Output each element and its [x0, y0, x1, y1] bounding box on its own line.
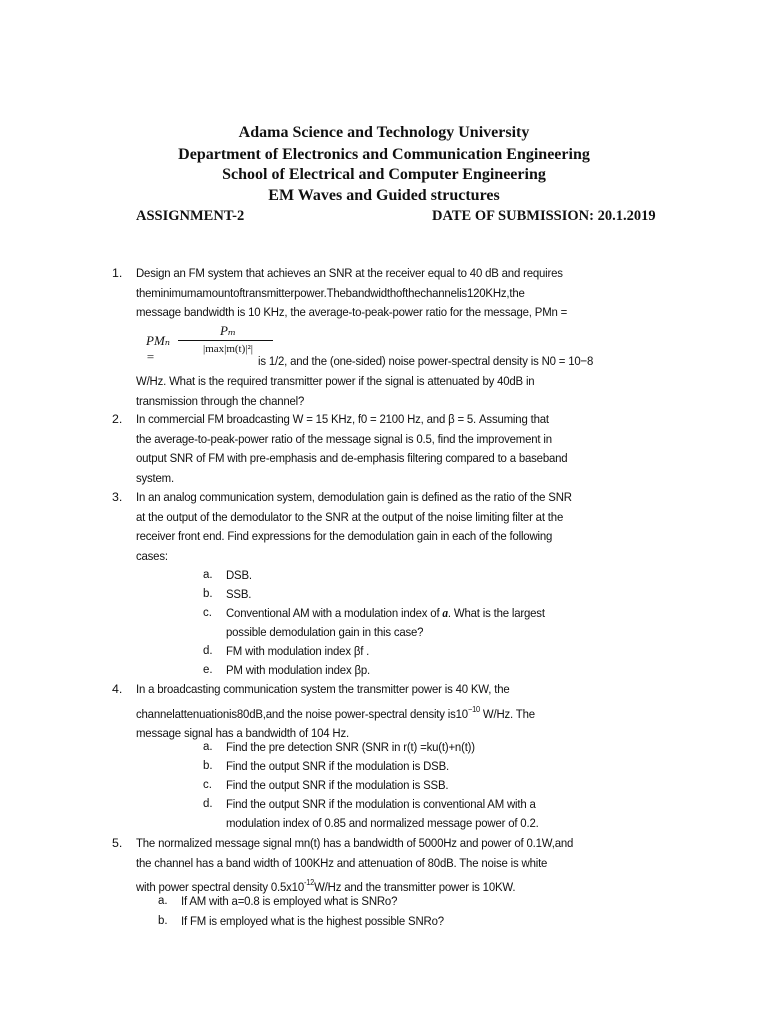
school-title: School of Electrical and Computer Engineering	[222, 166, 546, 183]
q3-item-text: SSB.	[226, 587, 252, 601]
q3-item-text: possible demodulation gain in this case?	[226, 625, 424, 639]
q4-number: 4.	[112, 682, 123, 696]
q5-item-text: If FM is employed what is the highest possible SNRo?	[181, 914, 444, 928]
q4-line	[136, 700, 637, 725]
q1-text-cont	[136, 372, 637, 411]
q3-item-text	[226, 604, 545, 624]
fraction-bar	[178, 340, 273, 341]
q3-item-letter: a.	[203, 569, 213, 581]
q5-text	[136, 834, 637, 898]
q3-item-text-part: . What is the largest	[447, 606, 545, 620]
q1-number: 1.	[112, 266, 123, 280]
q5-item-letter: b.	[158, 915, 168, 927]
q4-item-letter: b.	[203, 760, 213, 772]
formula-numerator: Pₘ	[220, 323, 236, 338]
q5-line: The normalized message signal mn(t) has a bandwidth of 5000Hz and power of 0.1W,and	[136, 836, 574, 850]
q5-number: 5.	[112, 836, 123, 850]
q5-line: the channel has a band width of 100KHz and attenuation of 80dB. The noise is white	[136, 855, 548, 870]
q5-item-text: If AM with a=0.8 is employed what is SNRo?	[181, 894, 398, 908]
q4-item-letter: a.	[203, 741, 213, 753]
modulation-index-symbol: a	[442, 606, 448, 620]
q2-line: system.	[136, 470, 174, 485]
assignment-label: ASSIGNMENT-2	[136, 208, 245, 224]
q4-item-letter: c.	[203, 779, 212, 791]
formula-lhs: PMₙ =	[146, 333, 171, 364]
department-title: Department of Electronics and Communication Engineering	[178, 146, 590, 163]
q1-line: W/Hz. What is the required transmitter power if the signal is attenuated by 40dB in	[136, 374, 535, 388]
q1-line: Design an FM system that achieves an SNR at the receiver equal to 40 dB and requires	[136, 266, 563, 280]
q4-item-text: Find the output SNR if the modulation is DSB.	[226, 759, 449, 773]
q5-line-part: W/Hz and the transmitter power is 10KW.	[314, 880, 516, 894]
q2-line: output SNR of FM with pre-emphasis and de-emphasis filtering compared to a baseband	[136, 451, 568, 465]
q3-item-text-part: Conventional AM with a modulation index of	[226, 606, 440, 620]
q4-item-text: Find the output SNR if the modulation is conventional AM with a	[226, 797, 536, 811]
q3-text	[136, 488, 637, 566]
q4-line-part: channelattenuationis80dB,and the noise power-spectral density is10	[136, 706, 468, 721]
q1-line: is 1/2, and the (one-sided) noise power-spectral density is N0 = 10−8	[258, 354, 594, 368]
q4-item-text: modulation index of 0.85 and normalized message power of 0.2.	[226, 816, 539, 830]
q2-number: 2.	[112, 412, 123, 426]
q3-line: cases:	[136, 548, 168, 563]
q3-line: receiver front end. Find expressions for the demodulation gain in each of the following	[136, 529, 553, 543]
q3-item-text: DSB.	[226, 568, 252, 582]
course-title: EM Waves and Guided structures	[268, 187, 500, 204]
q4-item-letter: d.	[203, 798, 213, 810]
q3-item-letter: e.	[203, 664, 213, 676]
submission-date: DATE OF SUBMISSION: 20.1.2019	[432, 208, 656, 224]
q3-item-letter: b.	[203, 588, 213, 600]
q4-item-text: Find the pre detection SNR (SNR in r(t) =ku(t)+n(t))	[226, 740, 475, 754]
exponent: -12	[304, 878, 315, 887]
q3-item-text: PM with modulation index βp.	[226, 663, 370, 677]
q3-line: at the output of the demodulator to the SNR at the output of the noise limiting filter at the	[136, 509, 564, 524]
q3-number: 3.	[112, 490, 123, 504]
q4-line: In a broadcasting communication system the transmitter power is 40 KW, the	[136, 682, 510, 696]
q2-text	[136, 410, 637, 488]
q3-item-text: FM with modulation index βf .	[226, 644, 370, 658]
q5-item-letter: a.	[158, 895, 168, 907]
q2-line: In commercial FM broadcasting W = 15 KHz, f0 = 2100 Hz, and β = 5. Assuming that	[136, 412, 549, 426]
university-title: Adama Science and Technology University	[238, 124, 530, 141]
q5-line-part: with power spectral density 0.5x10	[136, 880, 305, 894]
formula-denominator: |max|m(t)|²|	[203, 343, 253, 355]
q1-line: message bandwidth is 10 KHz, the average-to-peak-power ratio for the message, PMn =	[136, 305, 568, 319]
q4-line-part: W/Hz. The	[479, 706, 535, 721]
exponent: −10	[467, 704, 480, 714]
q2-line: the average-to-peak-power ratio of the message signal is 0.5, find the improvement in	[136, 431, 552, 446]
q4-line: message signal has a bandwidth of 104 Hz.	[136, 726, 349, 740]
q3-item-letter: d.	[203, 645, 213, 657]
q4-text	[136, 680, 637, 744]
q1-text	[136, 264, 637, 323]
q1-line: transmission through the channel?	[136, 393, 305, 408]
q4-item-text: Find the output SNR if the modulation is SSB.	[226, 778, 449, 792]
q3-line: In an analog communication system, demodulation gain is defined as the ratio of the SNR	[136, 490, 572, 504]
q3-item-letter: c.	[203, 607, 212, 619]
q1-line: theminimumamountoftransmitterpower.Thebandwidthofthechannelis120KHz,the	[136, 285, 525, 300]
